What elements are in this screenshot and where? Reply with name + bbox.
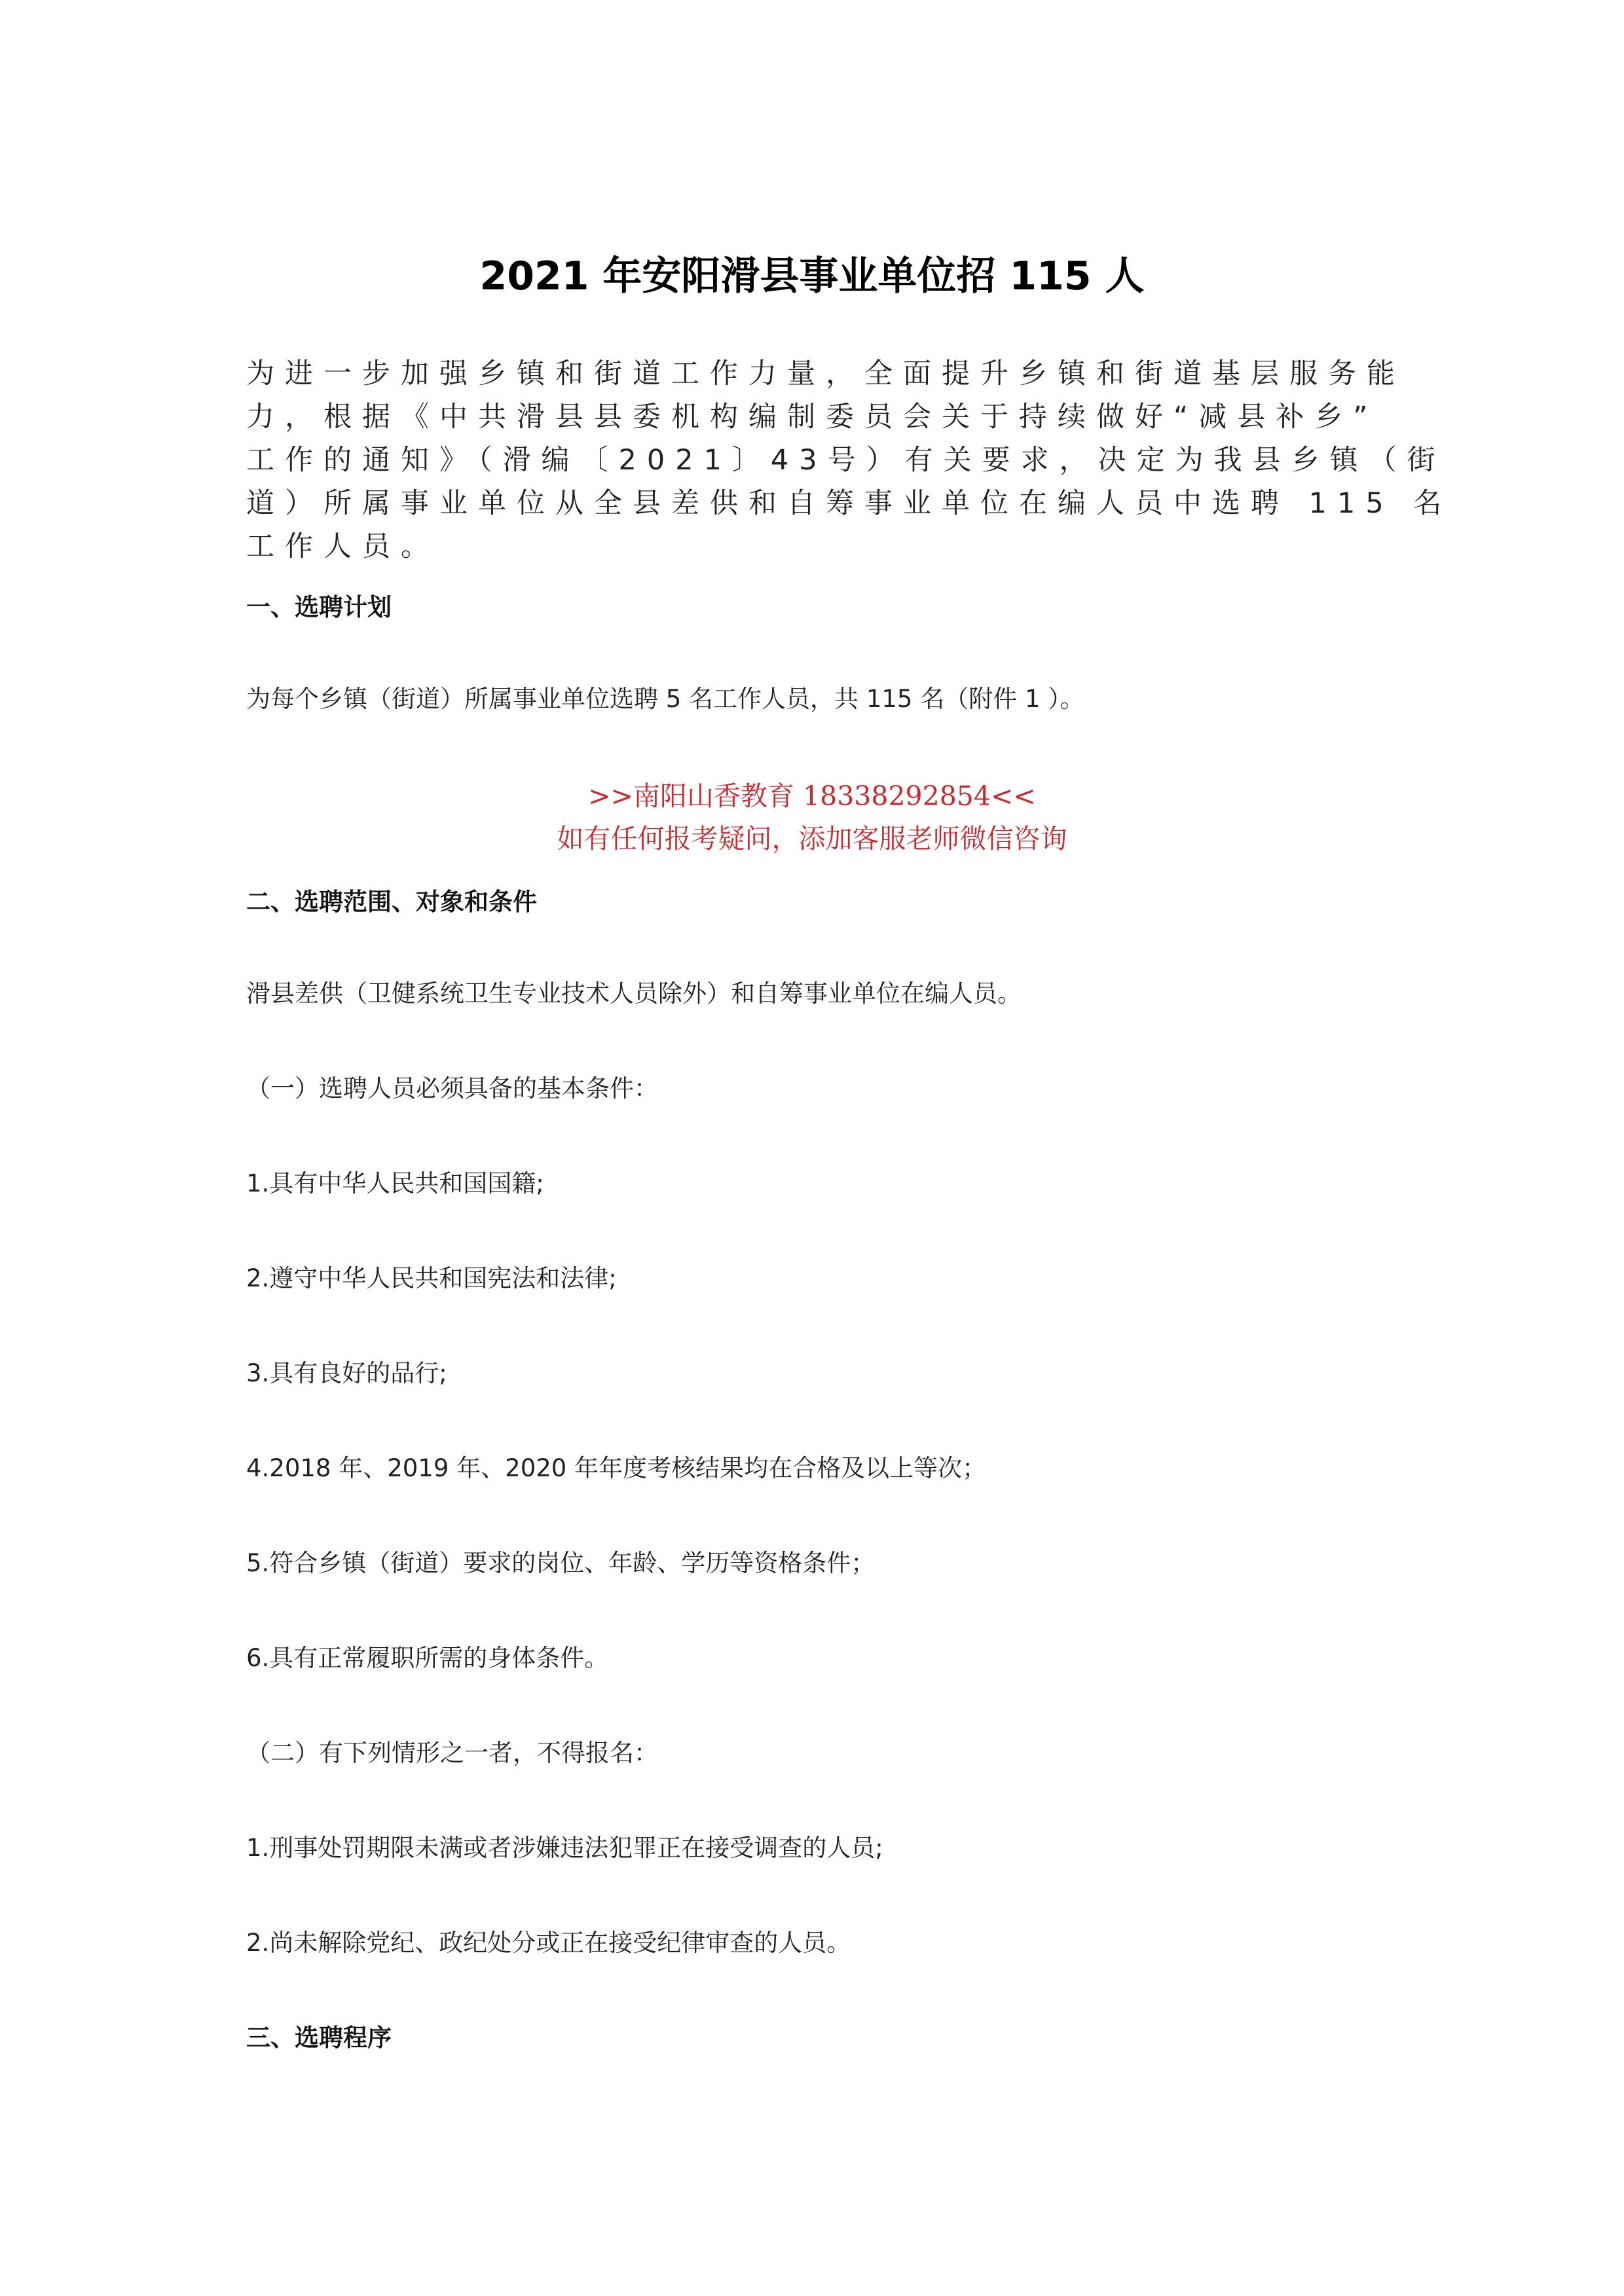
- section-heading-plan: 一、选聘计划: [246, 593, 392, 621]
- condition-item: 6.具有正常履职所需的身体条件。: [246, 1644, 609, 1672]
- intro-line: 工作的通知》（滑编〔2021〕43号）有关要求，决定为我县乡镇（街: [246, 444, 1446, 477]
- scope-text: 滑县差供（卫健系统卫生专业技术人员除外）和自筹事业单位在编人员。: [246, 979, 1022, 1008]
- section-heading-procedure: 三、选聘程序: [246, 2024, 392, 2052]
- section-heading-scope: 二、选聘范围、对象和条件: [246, 888, 537, 916]
- promo-contact-line[interactable]: >>南阳山香教育 18338292854<<: [588, 780, 1036, 812]
- condition-item: 3.具有良好的品行;: [246, 1359, 447, 1387]
- exclusion-item: 2.尚未解除党纪、政纪处分或正在接受纪律审查的人员。: [246, 1929, 851, 1957]
- intro-paragraph: [246, 352, 1452, 568]
- intro-line: 工作人员。: [246, 530, 439, 563]
- intro-line: 力，根据《中共滑县县委机构编制委员会关于持续做好“减县补乡”: [246, 401, 1378, 433]
- document-title: 2021 年安阳滑县事业单位招 115 人: [479, 253, 1145, 299]
- promo-consult-line: 如有任何报考疑问，添加客服老师微信咨询: [557, 823, 1067, 854]
- plan-text: 为每个乡镇（街道）所属事业单位选聘 5 名工作人员，共 115 名（附件 1 ）。: [246, 685, 1084, 713]
- condition-item: 1.具有中华人民共和国国籍;: [246, 1169, 544, 1197]
- condition-item: 2.遵守中华人民共和国宪法和法律;: [246, 1264, 617, 1292]
- condition-item: 5.符合乡镇（街道）要求的岗位、年龄、学历等资格条件；: [246, 1549, 876, 1577]
- intro-line: 为进一步加强乡镇和街道工作力量，全面提升乡镇和街道基层服务能: [246, 357, 1405, 390]
- exclusion-item: 1.刑事处罚期限未满或者涉嫌违法犯罪正在接受调查的人员;: [246, 1834, 883, 1862]
- subheading-basic-conditions: （一）选聘人员必须具备的基本条件：: [246, 1074, 658, 1102]
- intro-line: 道）所属事业单位从全县差供和自筹事业单位在编人员中选聘 115 名: [246, 487, 1452, 520]
- condition-item: 4.2018 年、2019 年、2020 年年度考核结果均在合格及以上等次；: [246, 1454, 987, 1482]
- subheading-exclusions: （二）有下列情形之一者，不得报名：: [246, 1739, 658, 1767]
